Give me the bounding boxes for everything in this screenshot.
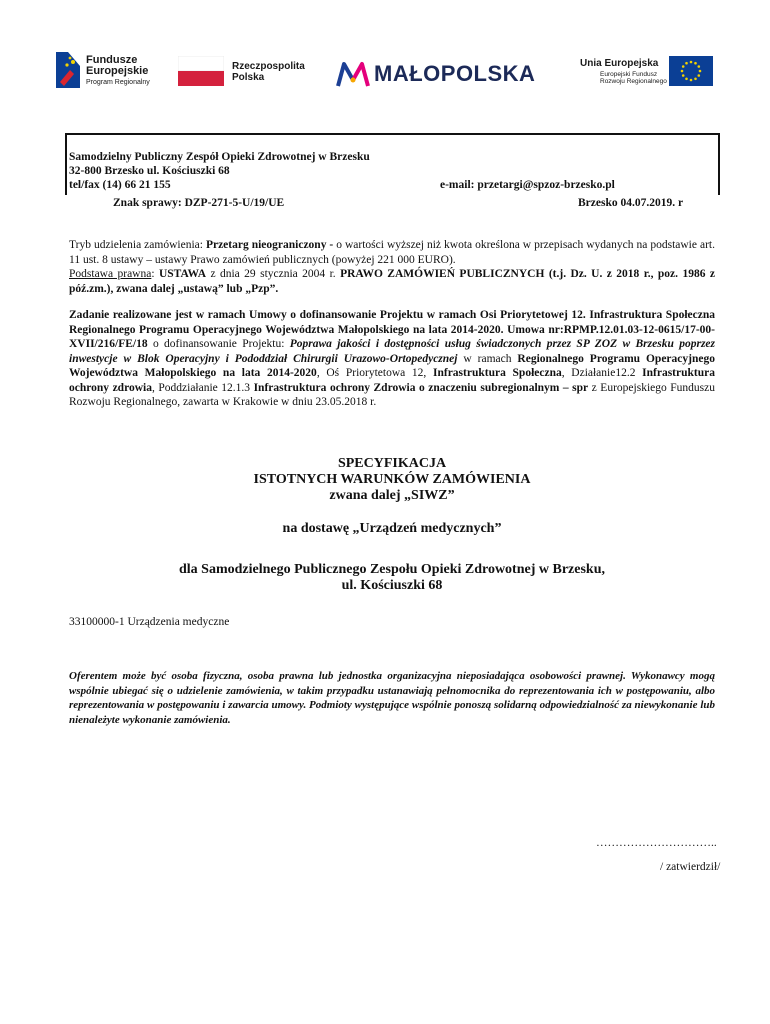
cpv-code: 33100000-1 Urządzenia medyczne (69, 616, 230, 628)
fe-line1: Fundusze (86, 54, 138, 66)
ue-line3: Rozwoju Regionalnego (600, 78, 667, 85)
eu-flag-icon (669, 56, 713, 86)
rp-line2: Polska (232, 72, 265, 83)
org-email: e-mail: przetargi@spzoz-brzesko.pl (440, 179, 615, 191)
axis-name: Infrastruktura Społeczna (433, 367, 562, 379)
fe-line3: Program Regionalny (86, 79, 150, 86)
zadanie-text-5: , Poddziałanie 12.1.3 (151, 381, 254, 394)
tryb-label: Tryb udzielenia zamówienia: (69, 239, 206, 251)
legal-basis-title: PRAWO ZAMÓWIEŃ PUBLICZNYCH (t.j. Dz. U. z 2018 r., poz. 1986 z póź.zm.), zwana dalej „ustawą” lub „Pzp”. (69, 268, 715, 295)
signature-label: / zatwierdził/ (660, 861, 721, 873)
logo-malopolska (336, 58, 556, 90)
signature-dots: ………………………….. (596, 837, 717, 849)
org-telfax: tel/fax (14) 66 21 155 (69, 179, 171, 191)
logo-unia-europejska (580, 56, 714, 90)
spec-title-line1: SPECYFIKACJA (337, 456, 447, 471)
tryb-desc: o wartości wyższej niż kwota określona w przepisach wydanych na podstawie art. 11 ust. 8 ustawy – ustawy Prawo zamówień publicznych (powyżej 221 000 EURO). (69, 239, 715, 266)
ue-line1: Unia Europejska (580, 58, 659, 69)
malopolska-m-icon (336, 60, 370, 88)
legal-basis-act: USTAWA (158, 268, 207, 280)
legal-basis-date: z dnia 29 stycznia 2004 r. (206, 268, 341, 280)
zadanie-text-3: , Oś Priorytetowa 12, (316, 367, 433, 379)
org-address: 32-800 Brzesko ul. Kościuszki 68 (69, 165, 230, 177)
rp-line1: Rzeczpospolita (232, 61, 305, 72)
tryb-type: Przetarg nieograniczony - (205, 239, 334, 251)
tryb-paragraph (69, 238, 715, 296)
case-number: Znak sprawy: DZP-271-5-U/19/UE (113, 197, 285, 209)
oferent-paragraph: Oferentem może być osoba fizyczna, osoba prawna lub jednostka organizacyjna nieposiadająca osobowości prawnej. Wykonawcy mogą wspólnie ubiegać się o udzielenie zamówienia, w takim przypadku ustanawiają pełnomocnika do reprezentowania ich w postępowaniu, albo reprezentowania w postępowaniu i zawarcia umowy. Podmioty występujące wspólnie ponoszą solidarną odpowiedzialność za niewykonanie lub nienależyte wykonanie zamówienia. (69, 670, 715, 726)
recipient-line2: ul. Kościuszki 68 (341, 578, 443, 593)
legal-basis-colon: : (151, 268, 159, 280)
program-name: Regionalnego Programu Operacyjnego Województwa Małopolskiego na lata 2014-2020 (69, 352, 715, 379)
fundusze-europejskie-emblem-icon (56, 52, 80, 88)
delivery-subject: na dostawę „Urządzeń medycznych” (282, 521, 502, 536)
spec-title-line3: zwana dalej „SIWZ” (329, 488, 455, 503)
org-name: Samodzielny Publiczny Zespół Opieki Zdrowotnej w Brzesku (69, 151, 370, 163)
zadanie-paragraph (69, 308, 715, 410)
zadanie-text-1: o dofinansowanie Projektu: (147, 338, 290, 350)
place-date: Brzesko 04.07.2019. r (578, 197, 684, 209)
project-title: Poprawa jakości i dostępności usług świadczonych przez SP ZOZ w Brzesku poprzez inwestycje w Blok Operacyjny i Pododdział Chirurgii Urazowo-Ortopedycznej (69, 338, 715, 365)
zadanie-intro: Zadanie realizowane jest w ramach Umowy o dofinansowanie Projektu w ramach Osi Priorytetowej 12. Infrastruktura Społeczna Regionalnego Programu Operacyjnego Województwa Małopolskiego na lata 2014-2020. Umowa nr:RPMP.12.01.03-12-0615/17-00-XVII/216/FE/18 (69, 309, 715, 350)
fe-line2: Europejskie (86, 65, 149, 77)
zadanie-text-4: , Działanie12.2 (561, 367, 643, 379)
recipient-line1: dla Samodzielnego Publicznego Zespołu Opieki Zdrowotnej w Brzesku, (179, 562, 605, 577)
legal-basis-label: Podstawa prawna (69, 268, 152, 280)
polish-flag-icon (178, 56, 224, 86)
ue-line2: Europejski Fundusz (600, 71, 658, 78)
logo-rzeczpospolita (178, 56, 318, 88)
malopolska-wordmark: MAŁOPOLSKA (374, 61, 536, 86)
submeasure-name: Infrastruktura ochrony Zdrowia o znaczeniu subregionalnym – spr (253, 381, 589, 394)
measure-name: Infrastruktura ochrony zdrowia (69, 367, 715, 394)
logo-fundusze-europejskie (56, 52, 166, 90)
zadanie-text-2: w ramach (457, 352, 518, 365)
spec-title-line2: ISTOTNYCH WARUNKÓW ZAMÓWIENIA (253, 472, 531, 487)
zadanie-text-6: z Europejskiego Funduszu Rozwoju Regionalnego, zawarta w Krakowie w dniu 23.05.2018 r. (69, 381, 715, 408)
